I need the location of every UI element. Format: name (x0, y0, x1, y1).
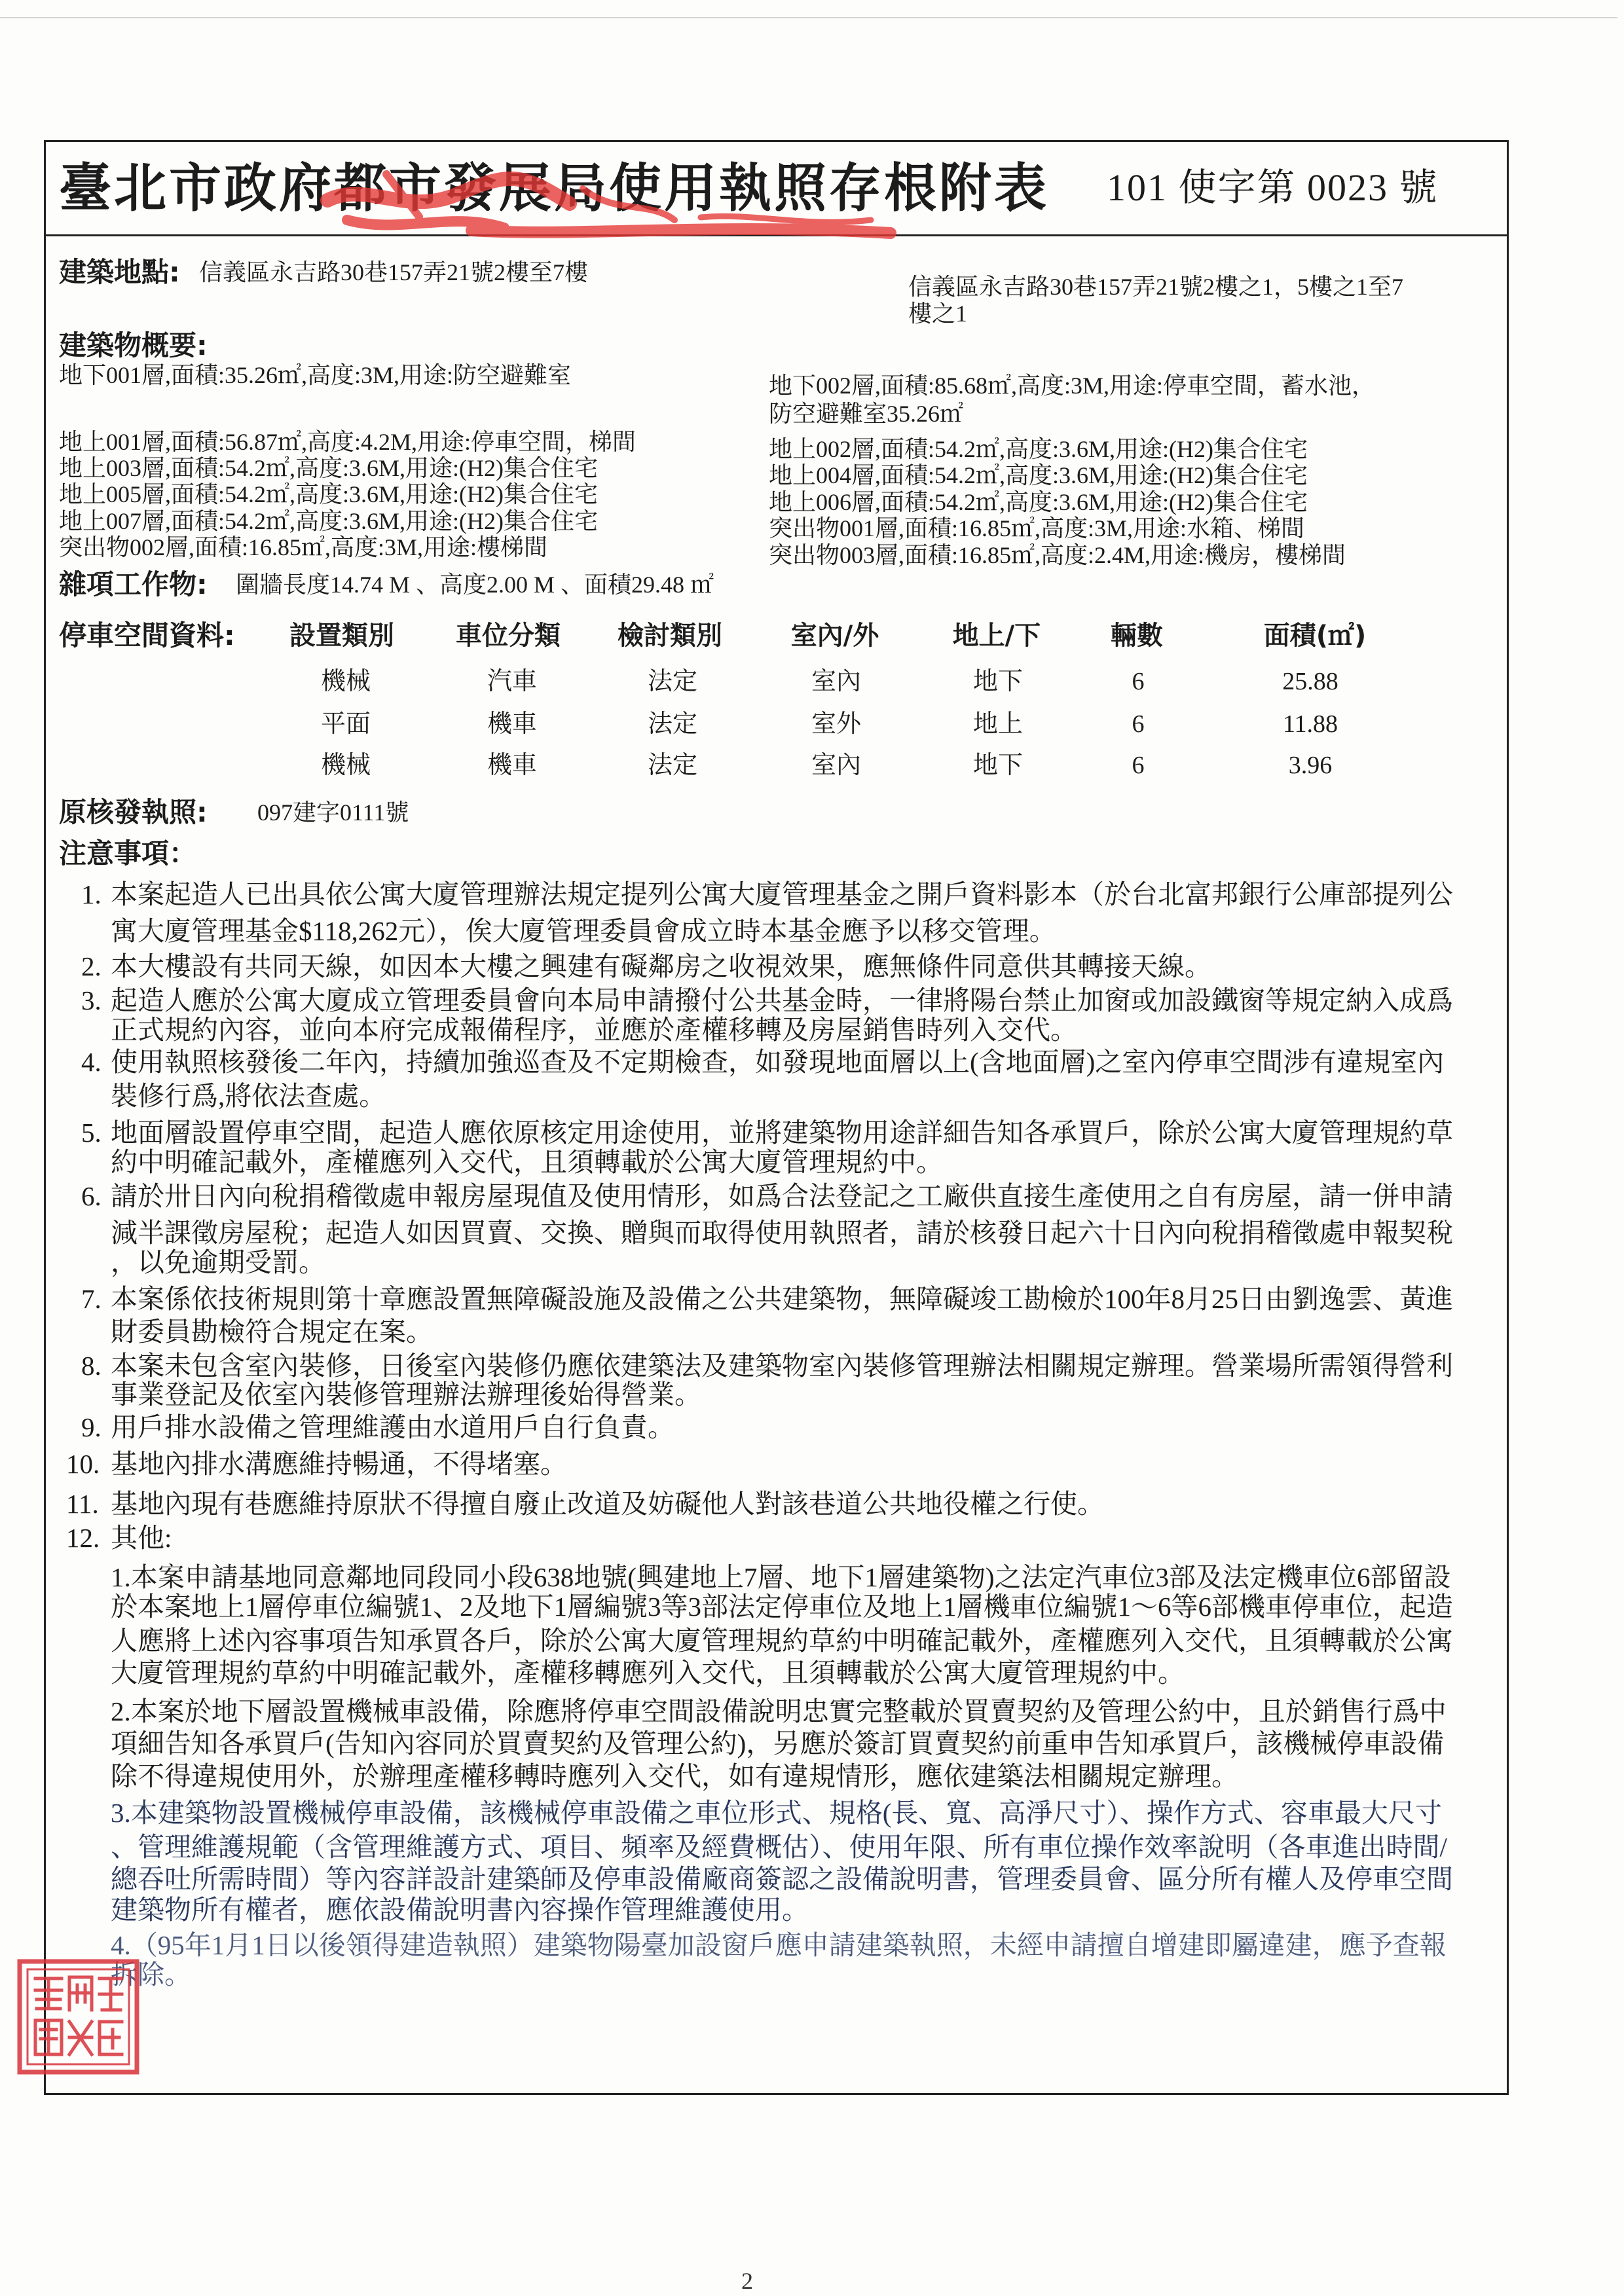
other-line: 人應將上述內容事項告知承買各戶，除於公寓大廈管理規約草約中明確記載外，產權應列入交代，且須轉載於公寓 (111, 1626, 1453, 1656)
note-line: 起造人應於公寓大廈成立管理委員會向本局申請撥付公共基金時，一律將陽台禁止加窗或加設鐵窗等規定納入成爲 (111, 985, 1453, 1015)
note-number: 7. (81, 1284, 101, 1314)
note-line: 本案係依技術規則第十章應設置無障礙設施及設備之公共建築物，無障礙竣工勘檢於100年8月25日由劉逸雲、黃進 (111, 1284, 1453, 1314)
note-line: 其他: (111, 1523, 172, 1553)
parking-row (0, 753, 1624, 782)
note-line: 減半課徵房屋稅；起造人如因買賣、交換、贈與而取得使用執照者，請於核發日起六十日內向稅捐稽徵處申報契稅 (111, 1218, 1453, 1248)
note-line: 寓大廈管理基金$118,262元），俟大廈管理委員會成立時本基金應予以移交管理。 (111, 916, 1056, 946)
note-line: 地面層設置停車空間，起造人應依原核定用途使用，並將建築物用途詳細告知各承買戶，除於公寓大廈管理規約草 (111, 1118, 1453, 1148)
misc-works-label: 雜項工作物: (59, 568, 208, 600)
note-number: 9. (81, 1412, 101, 1442)
note-number: 12. (66, 1523, 100, 1553)
official-seal (14, 1956, 142, 2077)
note-line: 本案起造人已出具依公寓大廈管理辦法規定提列公寓大廈管理基金之開戶資料影本（於台北富邦銀行公庫部提列公 (111, 879, 1453, 909)
note-line: 本案未包含室內裝修，日後室內裝修仍應依建築法及建築物室內裝修管理辦法相關規定辦理。營業場所需領得營利 (111, 1351, 1453, 1381)
parking-cell: 6 (1132, 710, 1145, 738)
location-value-extra: 信義區永吉路30巷157弄21號2樓之1，5樓之1至7 (908, 274, 1404, 300)
overview-right-line: 突出物001層,面積:16.85㎡,高度:3M,用途:水箱、梯間 (769, 515, 1305, 541)
parking-cell: 地下 (972, 752, 1023, 779)
parking-cell: 平面 (320, 710, 371, 738)
note-number: 10. (66, 1449, 100, 1479)
original-license-value: 097建字0111號 (257, 799, 409, 826)
other-line: 4.（95年1月1日以後領得建造執照）建築物陽臺加設窗戶應申請建築執照，未經申請擅自增建即屬違建，應予查報 (111, 1930, 1447, 1960)
parking-cell: 機械 (320, 752, 371, 779)
note-number: 6. (81, 1181, 101, 1211)
parking-cell: 25.88 (1282, 668, 1338, 695)
note-line: 約中明確記載外，產權應列入交代，且須轉載於公寓大廈管理規約中。 (111, 1147, 943, 1177)
permit-number: 101 使字第 0023 號 (1107, 166, 1439, 209)
parking-cell: 機械 (320, 668, 371, 695)
red-marker-scribble (308, 155, 910, 253)
parking-cell: 室內 (811, 668, 861, 695)
overview-left-line: 突出物002層,面積:16.85㎡,高度:3M,用途:樓梯間 (59, 534, 548, 560)
note-line: 事業登記及依室內裝修管理辦法辦理後始得營業。 (111, 1379, 701, 1410)
note-line: 使用執照核發後二年內，持續加強巡查及不定期檢查，如發現地面層以上(含地面層)之室內停車空間涉有違規室內 (111, 1047, 1445, 1077)
parking-header-area: 面積(㎡) (1263, 621, 1367, 651)
note-number: 5. (81, 1118, 101, 1148)
overview-left-line: 地下001層,面積:35.26㎡,高度:3M,用途:防空避難室 (59, 362, 572, 388)
other-line: 拆除。 (111, 1959, 191, 1990)
parking-cell: 法定 (647, 752, 697, 779)
overview-right-line: 地上006層,面積:54.2㎡,高度:3.6M,用途:(H2)集合住宅 (769, 489, 1308, 515)
note-line: 財委員勘檢符合規定在案。 (111, 1317, 433, 1347)
overview-right-line: 地上002層,面積:54.2㎡,高度:3.6M,用途:(H2)集合住宅 (769, 436, 1308, 462)
note-line: ，以免逾期受罰。 (111, 1247, 325, 1277)
overview-right-line: 地上004層,面積:54.2㎡,高度:3.6M,用途:(H2)集合住宅 (769, 462, 1308, 488)
other-line: 於本案地上1層停車位編號1、2及地下1層編號3等3部法定停車位及地上1層機車位編號1～6等6部機車停車位，起造 (111, 1592, 1453, 1622)
parking-header-review-type: 檢討類別 (618, 621, 722, 651)
overview-left-line: 地上005層,面積:54.2㎡,高度:3.6M,用途:(H2)集合住宅 (59, 481, 598, 507)
note-line: 基地內現有巷應維持原狀不得擅自廢止改道及妨礙他人對該巷道公共地役權之行使。 (111, 1489, 1104, 1519)
note-number: 8. (81, 1351, 101, 1381)
parking-cell: 地上 (972, 710, 1023, 738)
parking-cell: 11.88 (1282, 710, 1338, 738)
parking-cell: 法定 (647, 710, 697, 738)
note-line: 請於卅日內向稅捐稽徵處申報房屋現值及使用情形，如爲合法登記之工廠供直接生產使用之自有房屋，請一併申請 (111, 1181, 1453, 1211)
parking-header-above-below: 地上/下 (952, 621, 1041, 651)
parking-header-indoor-outdoor: 室內/外 (790, 621, 879, 651)
other-line: 2.本案於地下層設置機械車設備，除應將停車空間設備說明忠實完整載於買賣契約及管理公約中，且於銷售行爲中 (111, 1696, 1447, 1726)
parking-header-space-class: 車位分類 (456, 621, 561, 651)
other-line: 1.本案申請基地同意鄰地同段同小段638地號(興建地上7層、地下1層建築物)之法定汽車位3部及法定機車位6部留設 (111, 1562, 1451, 1592)
overview-label: 建築物概要: (59, 329, 208, 361)
parking-cell: 室內 (811, 752, 861, 779)
parking-cell: 機車 (487, 710, 537, 738)
other-line: 項細告知各承買戶(告知內容同於買賣契約及管理公約)，另應於簽訂買賣契約前重申告知承買戶，該機械停車設備 (111, 1728, 1445, 1758)
parking-header-row (0, 619, 1624, 651)
note-line: 基地內排水溝應維持暢通，不得堵塞。 (111, 1449, 567, 1479)
overview-left-line: 地上007層,面積:54.2㎡,高度:3.6M,用途:(H2)集合住宅 (59, 508, 598, 534)
overview-right-line: 地下002層,面積:85.68㎡,高度:3M,用途:停車空間，蓄水池， (769, 373, 1376, 399)
parking-cell: 6 (1132, 668, 1145, 695)
other-line: 建築物所有權者，應依設備說明書內容操作管理維護使用。 (111, 1895, 809, 1925)
other-line: 、管理維護規範（含管理維護方式、項目、頻率及經費概估）、使用年限、所有車位操作效率說明（各車進出時間/ (111, 1832, 1447, 1862)
parking-row (0, 669, 1624, 698)
location-label: 建築地點: (59, 256, 180, 288)
parking-cell: 3.96 (1288, 752, 1333, 779)
parking-cell: 地下 (972, 668, 1023, 695)
parking-row (0, 712, 1624, 740)
original-license-label: 原核發執照: (59, 796, 208, 828)
note-line: 正式規約內容，並向本府完成報備程序，並應於產權移轉及房屋銷售時列入交代。 (111, 1015, 1077, 1045)
note-number: 4. (81, 1047, 101, 1077)
parking-cell: 6 (1132, 752, 1145, 779)
location-value-extra: 樓之1 (908, 301, 968, 327)
overview-left-line: 地上003層,面積:54.2㎡,高度:3.6M,用途:(H2)集合住宅 (59, 455, 598, 481)
notes-label: 注意事項： (59, 837, 197, 869)
other-line: 3.本建築物設置機械停車設備，該機械停車設備之車位形式、規格(長、寬、高淨尺寸）、操作方式、容車最大尺寸 (111, 1798, 1442, 1828)
note-number: 1. (81, 879, 101, 909)
note-line: 裝修行爲,將依法查處。 (111, 1081, 386, 1111)
other-line: 總吞吐所需時間）等內容詳設計建築師及停車設備廠商簽認之設備說明書，管理委員會、區分所有權人及停車空間 (111, 1864, 1453, 1894)
overview-right-line: 防空避難室35.26㎡ (769, 401, 964, 427)
parking-cell: 室外 (811, 710, 861, 738)
misc-works-value: 圍牆長度14.74 M 、高度2.00 M 、面積29.48 ㎡ (236, 572, 714, 598)
note-line: 本大樓設有共同天線，如因本大樓之興建有礙鄰房之收視效果，應無條件同意供其轉接天線。 (111, 951, 1211, 981)
parking-header-count: 輛數 (1111, 621, 1163, 651)
parking-label: 停車空間資料: (59, 619, 235, 651)
note-number: 11. (66, 1489, 99, 1519)
parking-cell: 汽車 (487, 668, 537, 695)
page-number: 2 (741, 2268, 753, 2294)
scan-edge-line (0, 17, 1617, 18)
location-value: 信義區永吉路30巷157弄21號2樓至7樓 (199, 259, 589, 285)
note-number: 3. (81, 985, 101, 1015)
overview-right-line: 突出物003層,面積:16.85㎡,高度:2.4M,用途:機房，樓梯間 (769, 542, 1346, 568)
note-number: 2. (81, 951, 101, 981)
note-line: 用戶排水設備之管理維護由水道用戶自行負責。 (111, 1412, 674, 1442)
document-title: 臺北市政府都市發展局使用執照存根附表 (59, 157, 1049, 219)
other-line: 大廈管理規約草約中明確記載外，產權移轉應列入交代，且須轉載於公寓大廈管理規約中。 (111, 1658, 1185, 1688)
parking-cell: 法定 (647, 668, 697, 695)
overview-left-line: 地上001層,面積:56.87㎡,高度:4.2M,用途:停車空間，梯間 (59, 429, 637, 455)
parking-header-setup-type: 設置類別 (289, 621, 394, 651)
parking-cell: 機車 (487, 752, 537, 779)
other-line: 除不得違規使用外，於辦理產權移轉時應列入交代，如有違規情形，應依建築法相關規定辦理。 (111, 1761, 1238, 1791)
